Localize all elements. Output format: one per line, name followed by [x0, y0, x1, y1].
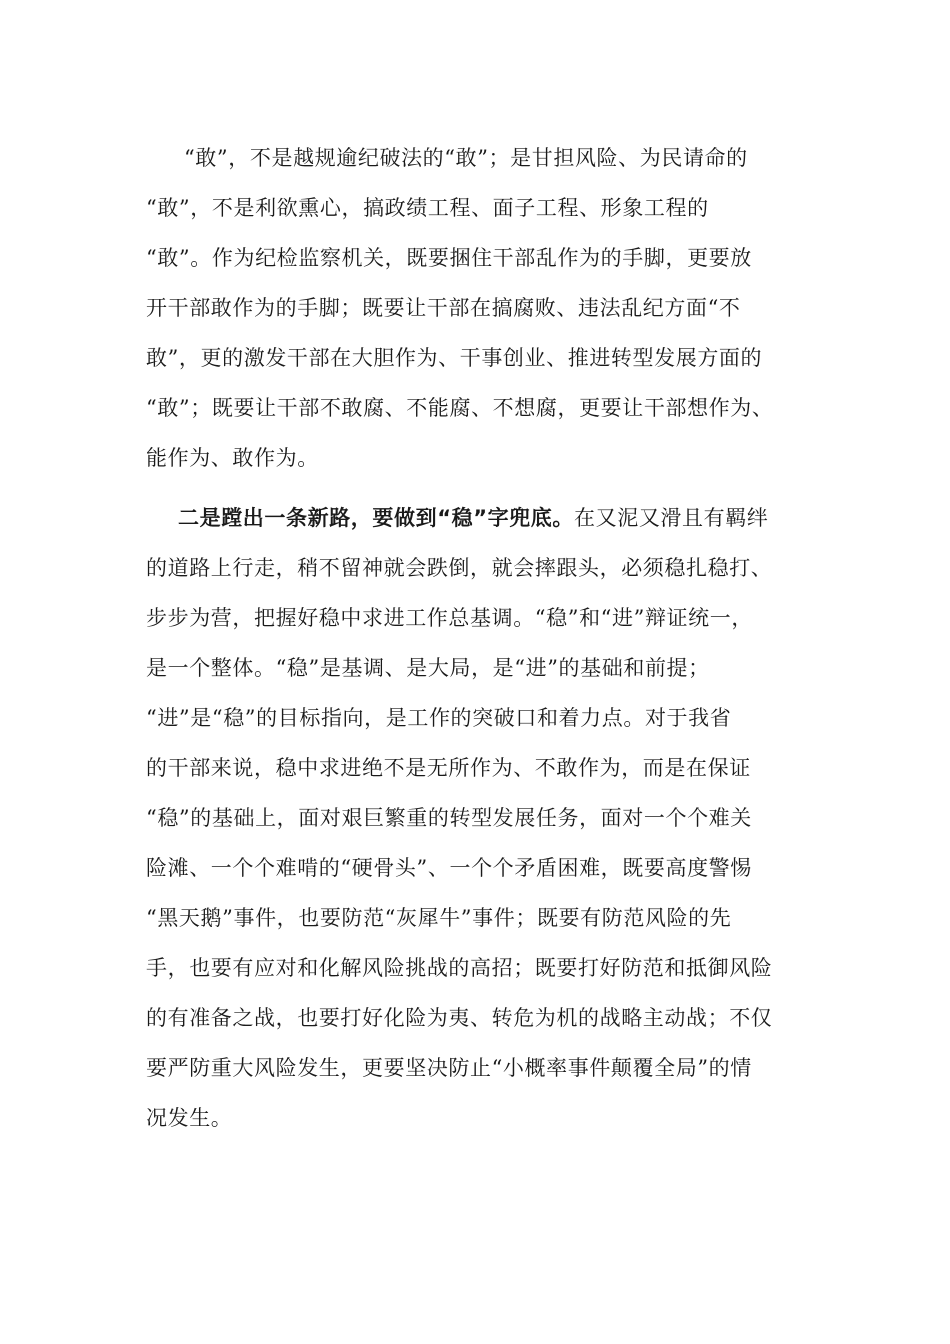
paragraph-line-rest: 在又泥又滑且有羁绊 — [574, 506, 769, 530]
paragraph-first-line — [178, 503, 768, 533]
paragraph-line: “黑天鹅”事件，也要防范“灰犀牛”事件；既要有防范风险的先 — [146, 906, 732, 930]
paragraph-line: “敢”；既要让干部不敢腐、不能腐、不想腐，更要让干部想作为、 — [146, 396, 774, 420]
paragraph-line: 敢”，更的激发干部在大胆作为、干事创业、推进转型发展方面的 — [146, 346, 763, 370]
paragraph-line: 况发生。 — [146, 1106, 233, 1130]
paragraph-line: 是一个整体。“稳”是基调、是大局，是“进”的基础和前提； — [146, 656, 710, 680]
paragraph-line: 的干部来说，稳中求进绝不是无所作为、不敢作为，而是在保证 — [146, 756, 751, 780]
paragraph-line: “稳”的基础上，面对艰巨繁重的转型发展任务，面对一个个难关 — [146, 806, 752, 830]
paragraph-line: 步步为营，把握好稳中求进工作总基调。“稳”和“进”辩证统一， — [146, 606, 753, 630]
paragraph-line: “敢”，不是利欲熏心，搞政绩工程、面子工程、形象工程的 — [146, 196, 709, 220]
paragraph-line: 险滩、一个个难啃的“硬骨头”、一个个矛盾困难，既要高度警惕 — [146, 856, 752, 880]
paragraph-line: 能作为、敢作为。 — [146, 446, 319, 470]
paragraph-line: 开干部敢作为的手脚；既要让干部在搞腐败、违法乱纪方面“不 — [146, 296, 741, 320]
paragraph-line: 手，也要有应对和化解风险挑战的高招；既要打好防范和抵御风险 — [146, 956, 773, 980]
paragraph-line: 的有准备之战，也要打好化险为夷、转危为机的战略主动战；不仅 — [146, 1006, 773, 1030]
paragraph-line: “敢”。作为纪检监察机关，既要捆住干部乱作为的手脚，更要放 — [146, 246, 752, 270]
paragraph-line: “进”是“稳”的目标指向，是工作的突破口和着力点。对于我省 — [146, 706, 732, 730]
paragraph-line: 的道路上行走，稍不留神就会跌倒，就会摔跟头，必须稳扎稳打、 — [146, 556, 773, 580]
paragraph-line: “敢”，不是越规逾纪破法的“敢”；是甘担风险、为民请命的 — [184, 146, 748, 170]
paragraph-line: 要严防重大风险发生，更要坚决防止“小概率事件颠覆全局”的情 — [146, 1056, 752, 1080]
paragraph-lead-heading: 二是蹚出一条新路，要做到“稳”字兜底。 — [178, 506, 575, 530]
